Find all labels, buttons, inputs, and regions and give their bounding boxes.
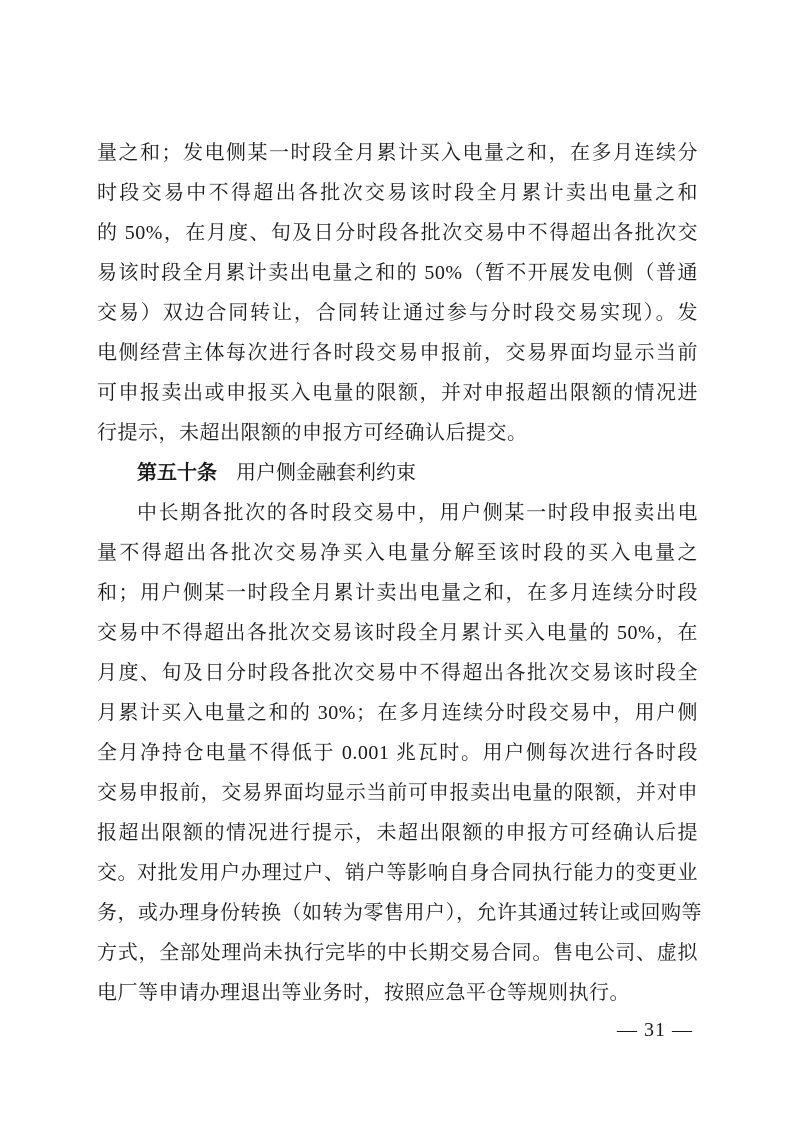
text-line: 交易）双边合同转让，合同转让通过参与分时段交易实现）。发 [97,302,698,324]
text-line: 时段交易中不得超出各批次交易该时段全月累计卖出电量之和 [97,182,698,204]
text-line: 量不得超出各批次交易净买入电量分解至该时段的买入电量之 [97,542,698,564]
article-number: 第五十条 [137,462,217,484]
text-line: 可申报卖出或申报买入电量的限额，并对申报超出限额的情况进 [97,382,698,404]
document-body [97,133,702,1013]
text-line: 的 50%，在月度、旬及日分时段各批次交易中不得超出各批次交 [97,222,698,244]
text-line: 务，或办理身份转换（如转为零售用户），允许其通过转让或回购等 [97,902,702,924]
text-line: 全月净持仓电量不得低于 0.001 兆瓦时。用户侧每次进行各时段 [97,742,698,764]
text-line: 月度、旬及日分时段各批次交易中不得超出各批次交易该时段全 [97,662,698,684]
article-heading [97,453,698,493]
text-line: 量之和；发电侧某一时段全月累计买入电量之和，在多月连续分 [97,142,698,164]
text-line: 方式，全部处理尚未执行完毕的中长期交易合同。售电公司、虚拟 [97,942,698,964]
text-line: 中长期各批次的各时段交易中，用户侧某一时段申报卖出电 [137,502,698,524]
text-line: 行提示，未超出限额的申报方可经确认后提交。 [97,422,528,444]
page-number: — 31 — [617,1019,693,1041]
paragraph-continuation [97,133,698,453]
text-line: 和；用户侧某一时段全月累计卖出电量之和，在多月连续分时段 [97,582,698,604]
text-line: 电侧经营主体每次进行各时段交易申报前，交易界面均显示当前 [97,342,698,364]
text-line: 月累计买入电量之和的 30%；在多月连续分时段交易中，用户侧 [97,702,698,724]
text-line: 交易申报前，交易界面均显示当前可申报卖出电量的限额，并对申 [97,782,698,804]
paragraph [97,853,702,1013]
article-title: 用户侧金融套利约束 [236,462,416,484]
text-line: 电厂等申请办理退出等业务时，按照应急平仓等规则执行。 [97,982,630,1004]
text-line: 易该时段全月累计卖出电量之和的 50%（暂不开展发电侧（普通 [97,262,698,284]
text-line: 交易中不得超出各批次交易该时段全月累计买入电量的 50%，在 [97,622,698,644]
text-line: 报超出限额的情况进行提示，未超出限额的申报方可经确认后提交。 [97,822,698,884]
text-line: 对批发用户办理过户、销户等影响自身合同执行能力的变更业 [137,862,698,884]
